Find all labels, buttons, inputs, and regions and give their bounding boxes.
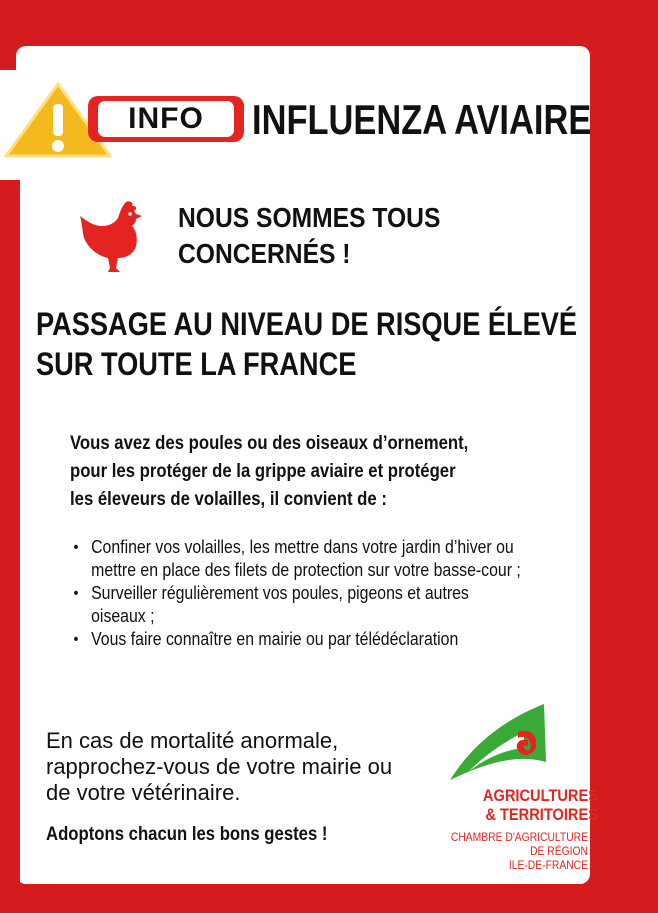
list-item: • Confiner vos volailles, les mettre dans votre jardin d’hiver ou mettre en place des filets de protection sur votre basse-cour ; [70,536,528,582]
intro-line: pour les protéger de la grippe aviaire et protéger [70,461,456,482]
list-item: • Vous faire connaître en mairie ou par télédéclaration [70,628,528,651]
contact-line: En cas de mortalité anormale, [46,728,339,753]
logo-subtitle [450,830,588,872]
info-badge [88,96,244,142]
logo-name-line: AGRICULTURES [482,786,598,805]
risk-heading-line: PASSAGE AU NIVEAU DE RISQUE ÉLEVÉ [36,306,578,342]
subtitle [178,200,477,272]
info-badge-label: INFO [98,101,234,137]
slogan: Adoptons chacun les bons gestes ! [46,824,328,845]
risk-heading-line: SUR TOUTE LA FRANCE [36,346,357,382]
logo-wordmark [452,786,598,824]
logo-sub-line: ILE-DE-FRANCE [508,858,588,872]
hen-icon [78,200,150,276]
intro-paragraph [70,430,563,514]
subtitle-line: CONCERNÉS ! [178,238,351,269]
subtitle-line: NOUS SOMMES TOUS [178,202,441,233]
logo-sub-line: CHAMBRE D'AGRICULTURE [450,830,588,844]
contact-paragraph [46,728,466,806]
red-side-band [0,160,20,886]
risk-level-heading [36,304,580,384]
chamber-agriculture-logo-icon [448,702,548,782]
actions-list [70,536,528,651]
logo-sub-line: DE RÉGION [530,844,588,858]
page-title: INFLUENZA AVIAIRE [252,96,592,143]
logo-name-line: & TERRITOIRES [485,805,598,824]
contact-line: de votre vétérinaire. [46,780,241,805]
contact-line: rapprochez-vous de votre mairie ou [46,754,393,779]
list-item: • Surveiller régulièrement vos poules, pigeons et autres oiseaux ; [70,582,528,628]
intro-line: les éleveurs de volailles, il convient de : [70,489,387,510]
intro-line: Vous avez des poules ou des oiseaux d’ornement, [70,433,469,454]
